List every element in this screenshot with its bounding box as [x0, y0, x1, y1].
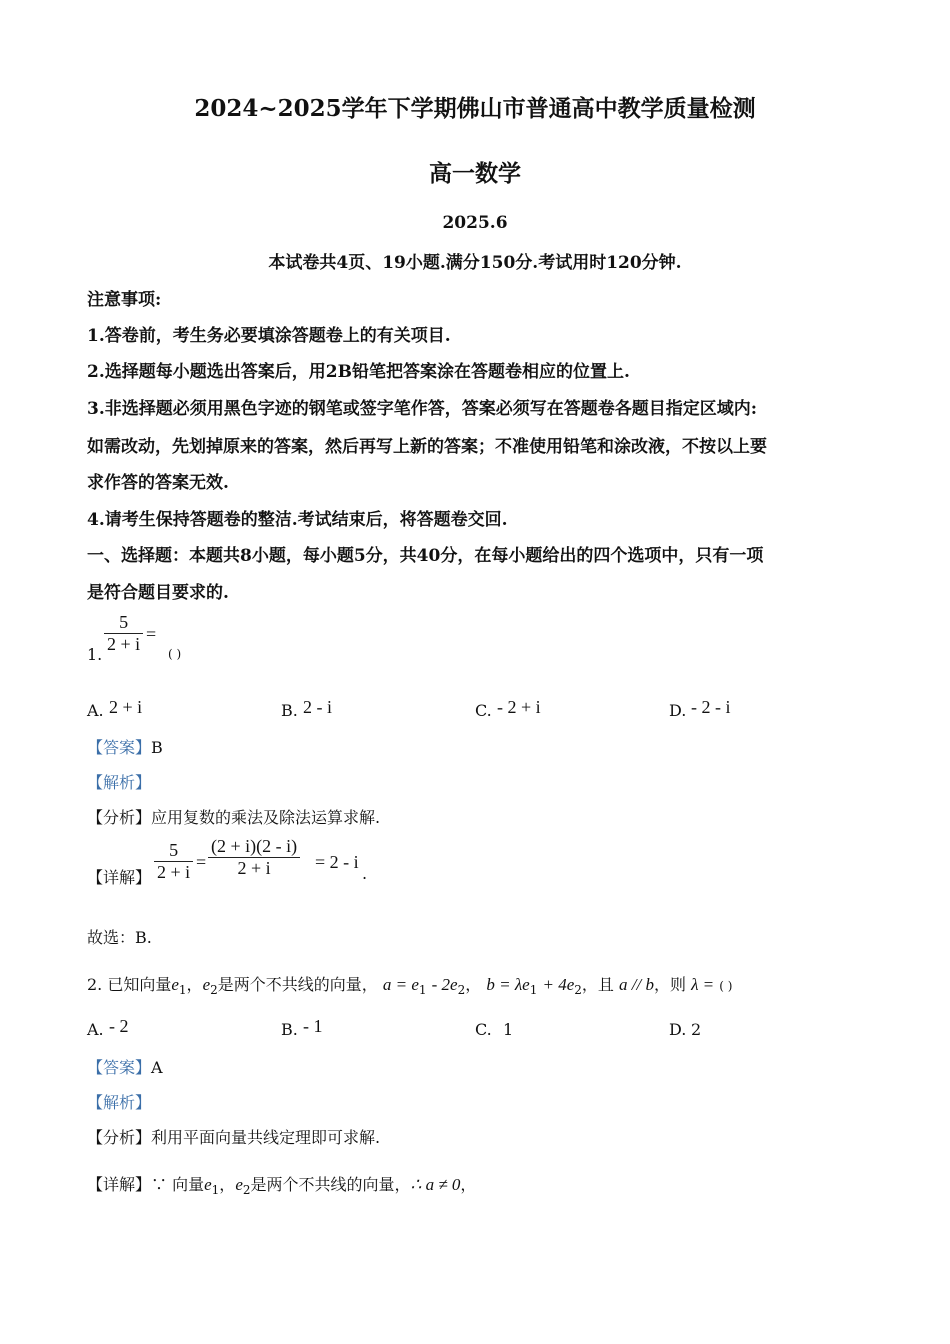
detail-therefore: ∴ a ≠ 0: [410, 1175, 461, 1194]
q2-vec-b: b = λe: [486, 975, 530, 994]
detail-e2: e: [235, 1175, 243, 1194]
q2-option-d-label: D.: [669, 1020, 687, 1039]
q2-option-b-value: - 1: [303, 1016, 323, 1036]
notice-heading: 注意事项:: [87, 290, 162, 310]
q2-vec-b-sub1: 1: [529, 983, 538, 998]
fenxi-text: 利用平面向量共线定理即可求解.: [151, 1128, 381, 1147]
detail-frac2-num: (2 + i)(2 - i): [211, 836, 298, 856]
notice-item-4: 4.请考生保持答题卷的整洁.考试结束后，将答题卷交回.: [87, 510, 508, 530]
detail-end: ，: [460, 1175, 477, 1194]
q1-choose: 故选：B.: [87, 928, 152, 947]
exam-date: 2025.6: [442, 213, 508, 233]
q1-fraction: [104, 612, 143, 655]
q2-vec-a: a = e: [382, 975, 419, 994]
detail-frac1-num: 5: [169, 840, 179, 860]
q1-option-c-label: C.: [475, 701, 492, 720]
q2-e2-sub: 2: [210, 983, 218, 998]
q2-sep1: ，: [186, 975, 203, 994]
detail-because: ∵ 向量: [151, 1175, 205, 1194]
q1-fenxi: [87, 805, 380, 828]
q2-blank: ( ): [719, 979, 733, 993]
q1-option-a-label: A.: [87, 701, 104, 720]
q1-equals: =: [146, 624, 157, 644]
q2-analysis-tag: 【解析】: [87, 1093, 152, 1112]
q1-analysis-tag: 【解析】: [87, 773, 152, 792]
q2-sep2: ，: [465, 975, 482, 994]
q2-text1: 是两个不共线的向量，: [217, 975, 378, 994]
q2-fenxi: [87, 1125, 380, 1148]
q2-e1-sub: 1: [178, 983, 187, 998]
detail-text: 是两个不共线的向量，: [250, 1175, 411, 1194]
q1-frac-den: 2 + i: [107, 634, 141, 654]
exam-info: 本试卷共4页、19小题.满分150分.考试用时120分钟.: [268, 253, 682, 273]
answer-tag: 【答案】: [87, 738, 152, 757]
detail-frac1-den: 2 + i: [157, 862, 191, 882]
detail-sep: ，: [219, 1175, 236, 1194]
answer-value: A: [151, 1058, 163, 1077]
q1-number: 1.: [87, 645, 103, 664]
notice-item-3-end: 求作答的答案无效.: [87, 473, 229, 493]
notice-item-2: 2.选择题每小题选出答案后，用2B铅笔把答案涂在答题卷相应的位置上.: [87, 362, 630, 382]
q2-text2: ，且: [581, 975, 614, 994]
fenxi-tag: 【分析】: [87, 808, 152, 827]
detail-e1-sub: 1: [211, 1183, 220, 1198]
q2-vec-b-sub2: 2: [574, 983, 582, 998]
detail-tag: 【详解】: [87, 1175, 152, 1194]
q2-e2: e: [202, 975, 211, 994]
answer-tag: 【答案】: [87, 1058, 152, 1077]
section-heading: 一、选择题：本题共8小题，每小题5分，共40分，在每小题给出的四个选项中，只有一项: [87, 546, 764, 566]
q2-text3: ，则: [653, 975, 686, 994]
q1-frac-num: 5: [119, 612, 129, 632]
answer-value: B: [151, 738, 163, 757]
q2-e1: e: [171, 975, 179, 994]
detail-e1: e: [204, 1175, 212, 1194]
q2-option-d-value: 2: [691, 1020, 702, 1039]
q1-detail-frac1: [154, 840, 193, 883]
q2-prefix: 2. 已知向量: [87, 975, 172, 994]
q1-option-d-label: D.: [669, 701, 687, 720]
q2-option-b-label: B.: [281, 1020, 298, 1039]
q2-option-a-value: - 2: [109, 1016, 129, 1036]
q1-option-d-value: - 2 - i: [691, 697, 731, 717]
q2-parallel: a // b: [619, 975, 654, 994]
q2-vec-a-sub2: 2: [457, 983, 466, 998]
q2-vec-b-mid: + 4e: [542, 975, 575, 994]
page-title: 2024~2025学年下学期佛山市普通高中教学质量检测: [194, 95, 756, 122]
detail-e2-sub: 2: [242, 1183, 251, 1198]
notice-item-3: 3.非选择题必须用黑色字迹的钢笔或签字笔作答，答案必须写在答题卷各题目指定区域内:: [87, 399, 758, 419]
notice-item-3-cont: 如需改动，先划掉原来的答案，然后再写上新的答案；不准使用铅笔和涂改液，不按以上要: [87, 437, 767, 457]
q2-option-c-label: C.: [475, 1020, 492, 1039]
q1-detail-tag: 【详解】: [87, 868, 152, 887]
q2-stem: [87, 972, 732, 997]
q2-answer: [87, 1055, 163, 1078]
q2-lambda: λ =: [691, 975, 715, 994]
page-subtitle: 高一数学: [429, 160, 521, 187]
q2-detail: [87, 1172, 476, 1197]
q1-option-c-value: - 2 + i: [497, 697, 541, 717]
q1-option-b-value: 2 - i: [303, 697, 332, 717]
q1-option-a-value: 2 + i: [109, 697, 143, 717]
fenxi-tag: 【分析】: [87, 1128, 152, 1147]
q2-vec-a-mid: - 2e: [431, 975, 458, 994]
section-heading-cont: 是符合题目要求的.: [87, 583, 229, 603]
q1-detail-end: .: [362, 864, 368, 883]
q1-detail-eq2: = 2 - i: [315, 852, 359, 872]
q1-answer: [87, 735, 163, 758]
q1-blank: ( ): [168, 647, 182, 661]
fenxi-text: 应用复数的乘法及除法运算求解.: [151, 808, 381, 827]
detail-frac2-den: 2 + i: [237, 858, 271, 878]
q1-detail-frac2: [208, 836, 300, 879]
q1-option-b-label: B.: [281, 701, 298, 720]
notice-item-1: 1.答卷前，考生务必要填涂答题卷上的有关项目.: [87, 326, 451, 346]
q2-option-a-label: A.: [87, 1020, 104, 1039]
q2-option-c-value: 1: [503, 1020, 514, 1039]
q1-detail-eq1: =: [196, 852, 207, 872]
q2-vec-a-sub1: 1: [418, 983, 427, 998]
